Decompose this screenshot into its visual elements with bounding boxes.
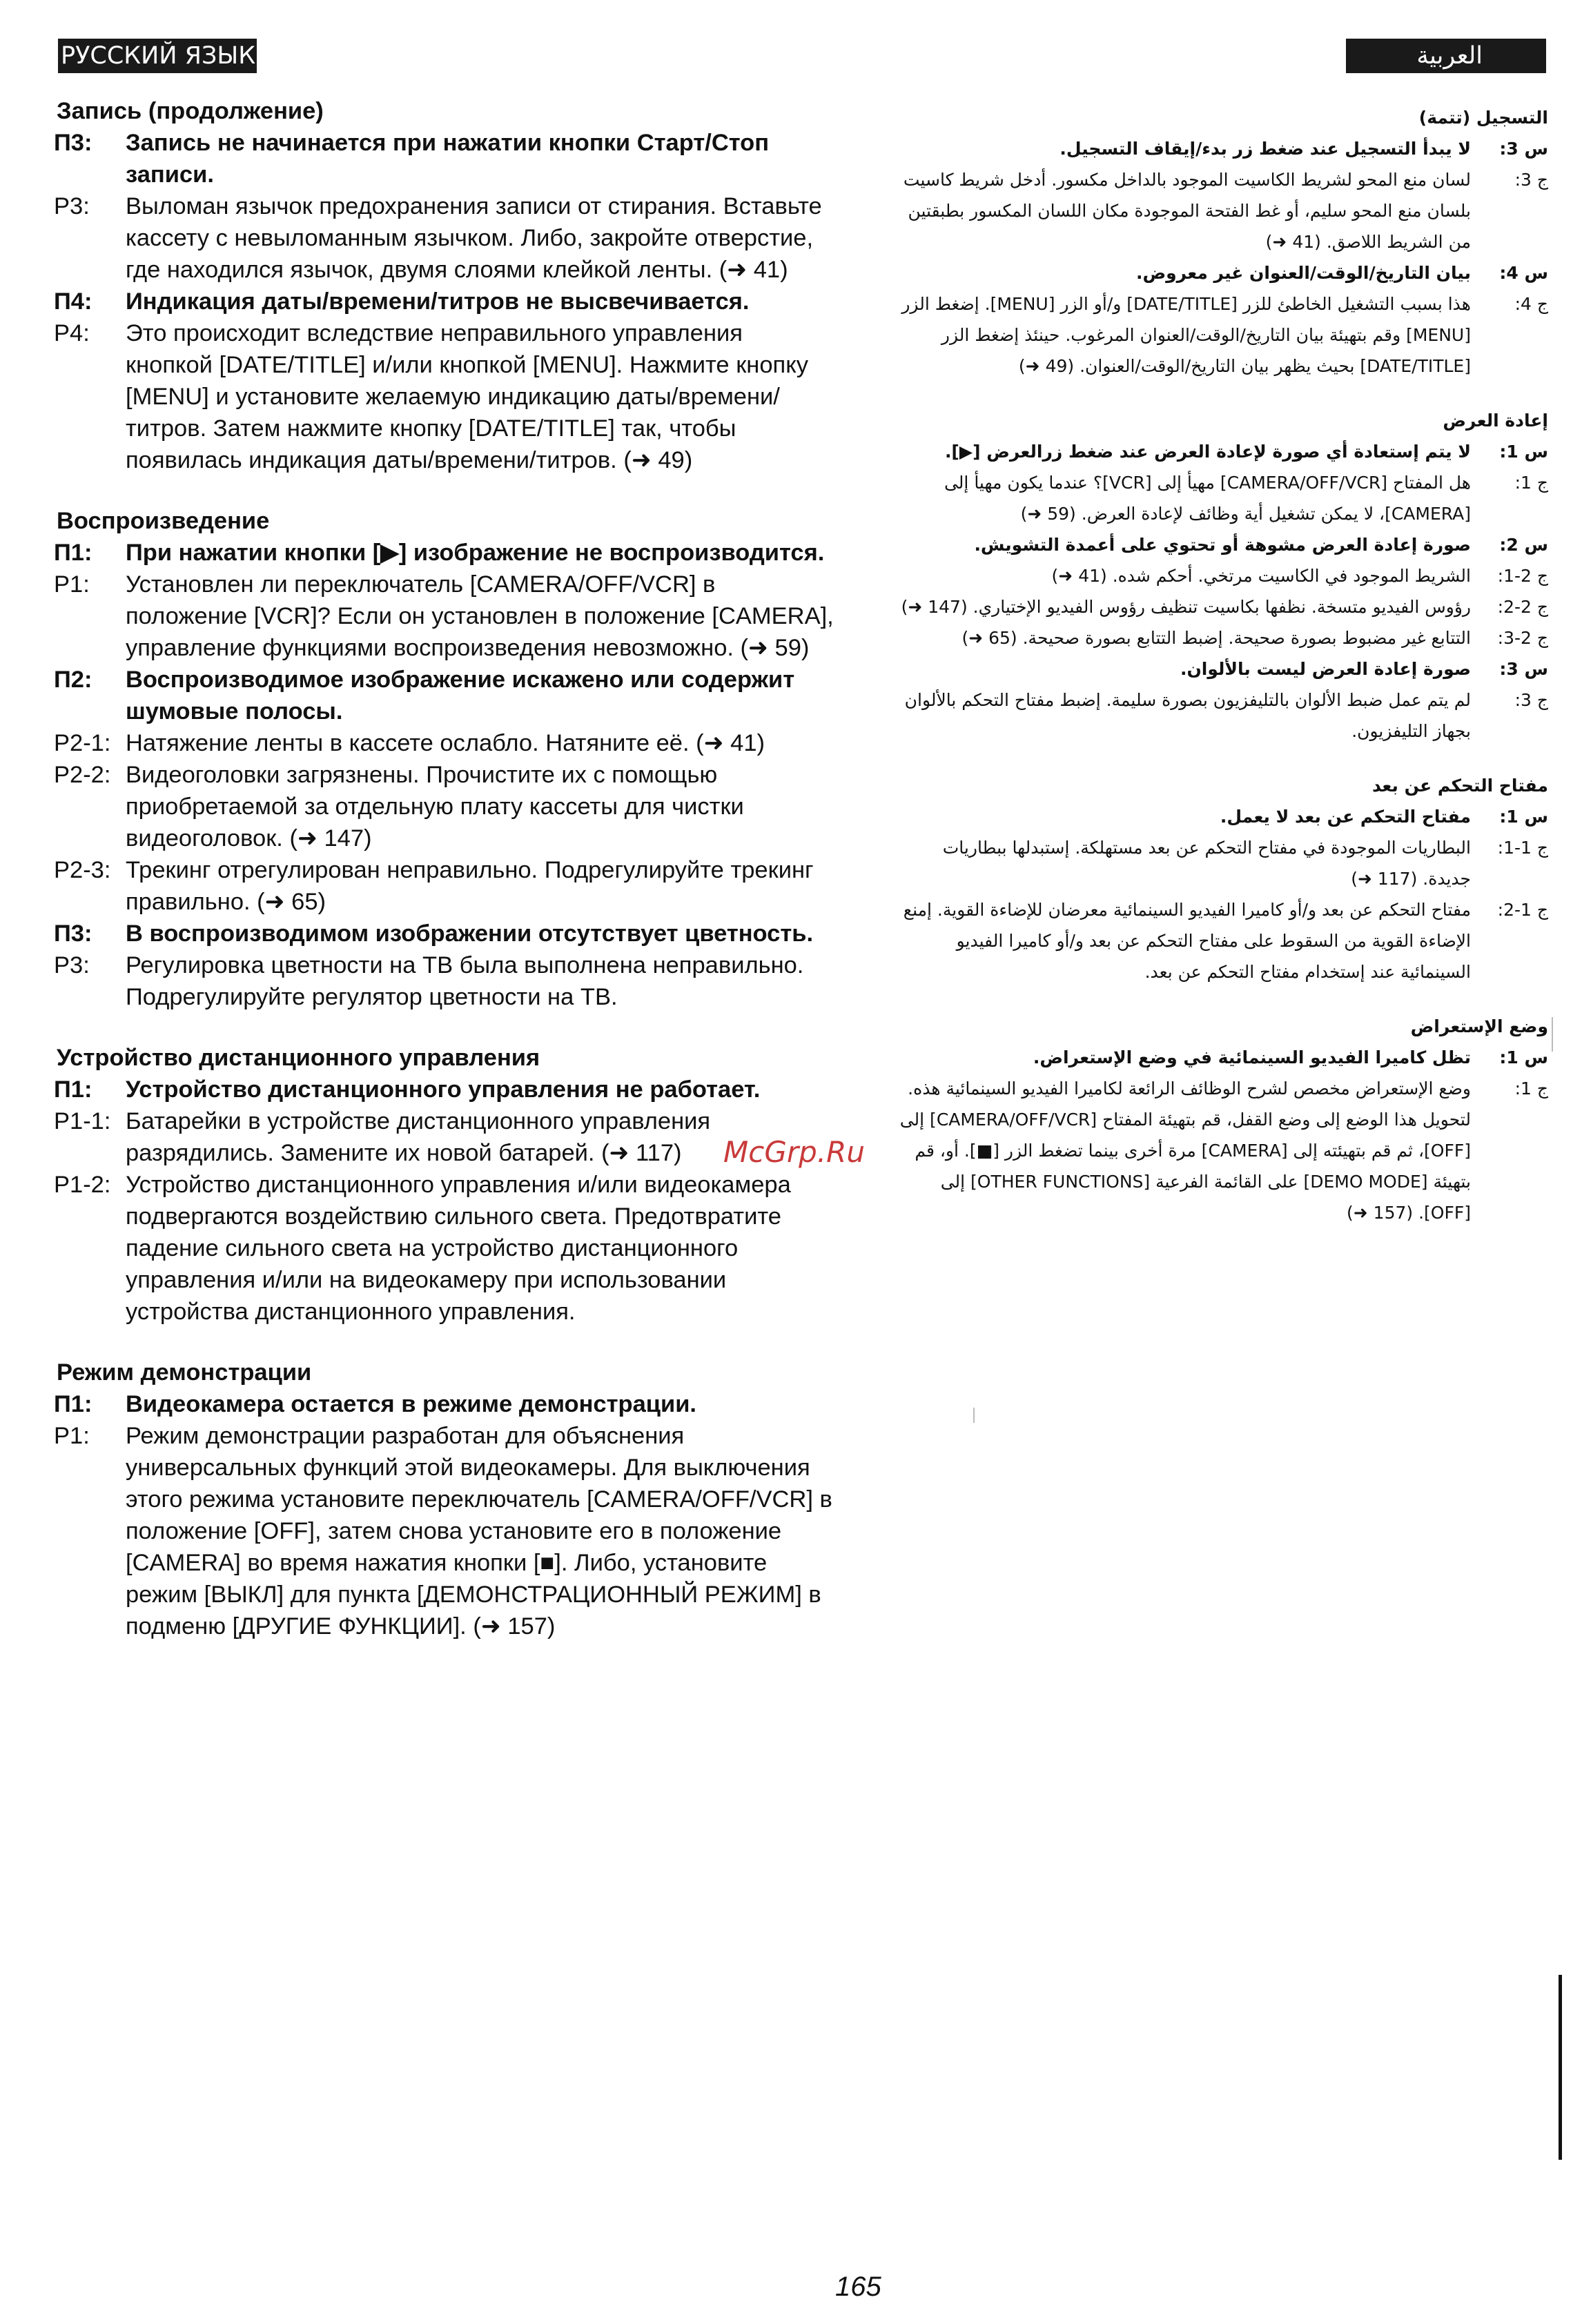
entry-text: هل المفتاح [CAMERA/OFF/VCR] مهيأ إلى [VCR]؟ عندما يكون مهيأ إلى [CAMERA]، لا يمكن تشغيل أية وظائف لإعادة العرض. (59 ➜) (944, 473, 1471, 524)
section (48, 1042, 835, 1328)
russian-language-tab: РУССКИЙ ЯЗЫК (58, 39, 257, 73)
answer-entry (890, 685, 1548, 747)
entry-text: لا يبدأ التسجيل عند ضغط زر بدء/إيقاف التسجيل. (1059, 139, 1471, 159)
question-entry (48, 537, 835, 569)
entry-label: ج 3: (1514, 170, 1548, 190)
entry-text: صورة إعادة العرض ليست بالألوان. (1180, 659, 1471, 679)
question-entry (890, 529, 1548, 560)
entry-text: Выломан язычок предохранения записи от стирания. Вставьте кассету с невыломанным язычком. Либо, закройте отверстие, где находился язычок, двумя слоями клейкой ленты. (➜ 41) (126, 193, 822, 283)
russian-column (48, 95, 835, 1671)
entry-label: P3: (54, 952, 90, 978)
answer-entry (48, 569, 835, 664)
section-title: التسجيل (تتمة) (1418, 108, 1548, 128)
entry-text: Видеоголовки загрязнены. Прочистите их с помощью приобретаемой за отдельную плату кассеты для чистки видеоголовок. (➜ 147) (126, 762, 744, 851)
answer-entry (48, 1169, 835, 1328)
answer-entry (48, 854, 835, 918)
question-entry (890, 133, 1548, 164)
entry-label: س 1: (1499, 1047, 1548, 1067)
entry-text: При нажатии кнопки [▶] изображение не воспроизводится. (126, 540, 825, 566)
answer-entry (48, 1105, 835, 1169)
section (890, 770, 1548, 987)
entry-label: П1: (54, 1391, 92, 1417)
entry-text: التتابع غير مضبوط بصورة صحيحة. إضبط التتابع بصورة صحيحة. (65 ➜) (961, 628, 1471, 648)
question-entry (48, 918, 835, 949)
section-title: مفتاح التحكم عن بعد (1371, 776, 1548, 796)
entry-text: Батарейки в устройстве дистанционного управления разрядились. Замените их новой батарей. (➜ 117) (126, 1108, 711, 1166)
entry-label: P3: (54, 193, 90, 219)
answer-entry (890, 288, 1548, 382)
question-entry (48, 286, 835, 317)
entry-text: Устройство дистанционного управления и/или видеокамера подвергаются воздействию сильного света. Предотвратите падение сильного света на устройство дистанционного управления и/или на видеокамеру при использовании устройства дистанционного управления. (126, 1172, 791, 1325)
watermark: McGrp.Ru (723, 1135, 865, 1169)
entry-text: Видеокамера остается в режиме демонстрации. (126, 1391, 696, 1417)
answer-entry (48, 1420, 835, 1642)
entry-text: مفتاح التحكم عن بعد لا يعمل. (1220, 807, 1471, 827)
entry-label: ج 1-2: (1497, 900, 1548, 920)
entry-text: В воспроизводимом изображении отсутствует цветность. (126, 920, 814, 947)
entry-label: س 3: (1499, 139, 1548, 159)
answer-entry (890, 622, 1548, 653)
entry-label: P1: (54, 571, 90, 598)
entry-text: Устройство дистанционного управления не работает. (126, 1076, 761, 1103)
question-entry (48, 1074, 835, 1105)
answer-entry (48, 949, 835, 1013)
entry-label: P2-3: (54, 857, 111, 883)
answer-entry (890, 832, 1548, 894)
entry-label: ج 4: (1514, 294, 1548, 314)
entry-label: П2: (54, 667, 92, 693)
section-title: وضع الإستعراض (1410, 1016, 1548, 1036)
section (48, 95, 835, 476)
question-entry (48, 1388, 835, 1420)
entry-label: P4: (54, 320, 90, 346)
answer-entry (48, 759, 835, 854)
entry-label: ج 2-3: (1497, 628, 1548, 648)
entry-label: П1: (54, 1076, 92, 1103)
answer-entry (890, 164, 1548, 257)
section (48, 505, 835, 1013)
section-title: Режим демонстрации (57, 1359, 312, 1386)
entry-label: P2-1: (54, 730, 111, 756)
entry-label: П3: (54, 130, 92, 156)
entry-label: س 2: (1499, 535, 1548, 555)
entry-text: Трекинг отрегулирован неправильно. Подрегулируйте трекинг правильно. (➜ 65) (126, 857, 814, 915)
arabic-language-tab: العربية (1346, 39, 1546, 73)
answer-entry (890, 894, 1548, 987)
answer-entry (890, 1073, 1548, 1228)
margin-bar (1559, 1975, 1562, 2160)
margin-tick (973, 1408, 975, 1423)
entry-label: П3: (54, 920, 92, 947)
question-entry (890, 801, 1548, 832)
entry-text: تظل كاميرا الفيديو السينمائية في وضع الإستعراض. (1033, 1047, 1471, 1067)
entry-label: ج 2-1: (1497, 566, 1548, 586)
entry-text: Режим демонстрации разработан для объяснения универсальных функций этой видеокамеры. Для выключения этого режима установите переключатель [CAMERA/OFF/VCR] в положение [OFF], затем снова установите его в положение [CAMERA] во время нажатия кнопки [■]. Либо, установите режим [ВЫКЛ] для пункта [ДЕМОНСТРАЦИОННЫЙ РЕЖИМ] в подменю [ДРУГИЕ ФУНКЦИИ]. (➜ 157) (126, 1423, 832, 1639)
answer-entry (890, 467, 1548, 529)
entry-text: بيان التاريخ/الوقت/العنوان غير معروض. (1136, 263, 1471, 283)
entry-text: Это происходит вследствие неправильного управления кнопкой [DATE/TITLE] и/или кнопкой [MENU]. Нажмите кнопку [MENU] и установите желаемую индикацию даты/времени/титров. Затем нажмите кнопку [DATE/TITLE] так, чтобы появилась индикация даты/времени/титров. (➜ 49) (126, 320, 808, 473)
section-title: Воспроизведение (57, 508, 270, 534)
entry-text: لا يتم إستعادة أي صورة لإعادة العرض عند ضغط زرالعرض [▶]. (944, 442, 1471, 462)
answer-entry (890, 591, 1548, 622)
entry-label: س 1: (1499, 442, 1548, 462)
section-title: Запись (продолжение) (57, 98, 324, 124)
entry-label: ج 1-1: (1497, 838, 1548, 858)
entry-text: Запись не начинается при нажатии кнопки Старт/Стоп записи. (126, 130, 770, 188)
entry-label: P2-2: (54, 762, 111, 788)
answer-entry (48, 727, 835, 759)
entry-text: Натяжение ленты в кассете ослабло. Натяните её. (➜ 41) (126, 730, 765, 756)
page-number: 165 (835, 2272, 881, 2302)
section (890, 405, 1548, 747)
entry-text: لم يتم عمل ضبط الألوان بالتليفزيون بصورة سليمة. إضبط مفتاح التحكم بالألوان بجهاز التليفزيون. (904, 690, 1471, 741)
section (890, 1011, 1548, 1228)
question-entry (48, 127, 835, 190)
entry-label: P1: (54, 1423, 90, 1449)
entry-text: هذا بسبب التشغيل الخاطئ للزر [DATE/TITLE] و/أو الزر [MENU]. إضغط الزر [MENU] وقم بتهيئة بيان التاريخ/الوقت/العنوان المرغوب. حينئذ إضغط الزر [DATE/TITLE] بحيث يظهر بيان التاريخ/الوقت/العنوان. (49 ➜) (901, 294, 1471, 376)
entry-text: وضع الإستعراض مخصص لشرح الوظائف الرائعة لكاميرا الفيديو السينمائية هذه. لتحويل هذا الوضع إلى وضع القفل، قم بتهيئة المفتاح [CAMERA/OFF/VCR] إلى [OFF]، ثم قم بتهيئته إلى [CAMERA] مرة أخرى بينما تضغط الزر [■]. أو، قم بتهيئة [DEMO MODE] على القائمة الفرعية [OTHER FUNCTIONS] إلى [OFF]. (157 ➜) (899, 1079, 1471, 1223)
entry-text: الشريط الموجود في الكاسيت مرتخي. أحكم شده. (41 ➜) (1051, 566, 1471, 586)
answer-entry (48, 317, 835, 476)
entry-text: البطاريات الموجودة في مفتاح التحكم عن بعد مستهلكة. إستبدلها ببطاريات جديدة. (117 ➜) (942, 838, 1471, 889)
entry-label: ج 1: (1514, 1079, 1548, 1099)
section (890, 102, 1548, 382)
question-entry (48, 664, 835, 727)
answer-entry (48, 190, 835, 286)
entry-label: P1-1: (54, 1108, 111, 1134)
entry-text: Установлен ли переключатель [CAMERA/OFF/VCR] в положение [VCR]? Если он установлен в положение [CAMERA], управление функциями воспроизведения невозможно. (➜ 59) (126, 571, 834, 661)
entry-text: لسان منع المحو لشريط الكاسيت الموجود بالداخل مكسور. أدخل شريط كاسيت بلسان منع المحو سليم، أو غط الفتحة الموجودة مكان اللسان المكسور بطبقتين من الشريط اللاصق. (41 ➜) (903, 170, 1471, 252)
entry-label: س 3: (1499, 659, 1548, 679)
entry-label: ج 3: (1514, 690, 1548, 710)
section-title: إعادة العرض (1443, 411, 1548, 431)
arabic-column (890, 102, 1548, 1252)
entry-text: Индикация даты/времени/титров не высвечивается. (126, 288, 750, 315)
entry-label: П1: (54, 540, 92, 566)
question-entry (890, 257, 1548, 288)
section-title: Устройство дистанционного управления (57, 1045, 540, 1071)
question-entry (890, 436, 1548, 467)
entry-text: Воспроизводимое изображение искажено или содержит шумовые полосы. (126, 667, 795, 725)
entry-label: ج 2-2: (1497, 597, 1548, 617)
margin-tick (1552, 1017, 1553, 1052)
entry-label: ج 1: (1514, 473, 1548, 493)
entry-text: مفتاح التحكم عن بعد و/أو كاميرا الفيديو السينمائية معرضان للإضاءة القوية. إمنع الإضاءة القوية من السقوط على مفتاح التحكم عن بعد و/أو كاميرا الفيديو السينمائية عند إستخدام مفتاح التحكم عن بعد. (903, 900, 1471, 982)
entry-text: صورة إعادة العرض مشوهة أو تحتوي على أعمدة التشويش. (974, 535, 1471, 555)
entry-text: Регулировка цветности на ТВ была выполнена неправильно. Подрегулируйте регулятор цветности на ТВ. (126, 952, 804, 1010)
entry-text: رؤوس الفيديو متسخة. نظفها بكاسيت تنظيف رؤوس الفيديو الإختياري. (147 ➜) (901, 597, 1471, 617)
entry-label: س 4: (1499, 263, 1548, 283)
section (48, 1357, 835, 1642)
entry-label: П4: (54, 288, 92, 315)
entry-label: س 1: (1499, 807, 1548, 827)
question-entry (890, 653, 1548, 685)
entry-label: P1-2: (54, 1172, 111, 1198)
question-entry (890, 1042, 1548, 1073)
answer-entry (890, 560, 1548, 591)
